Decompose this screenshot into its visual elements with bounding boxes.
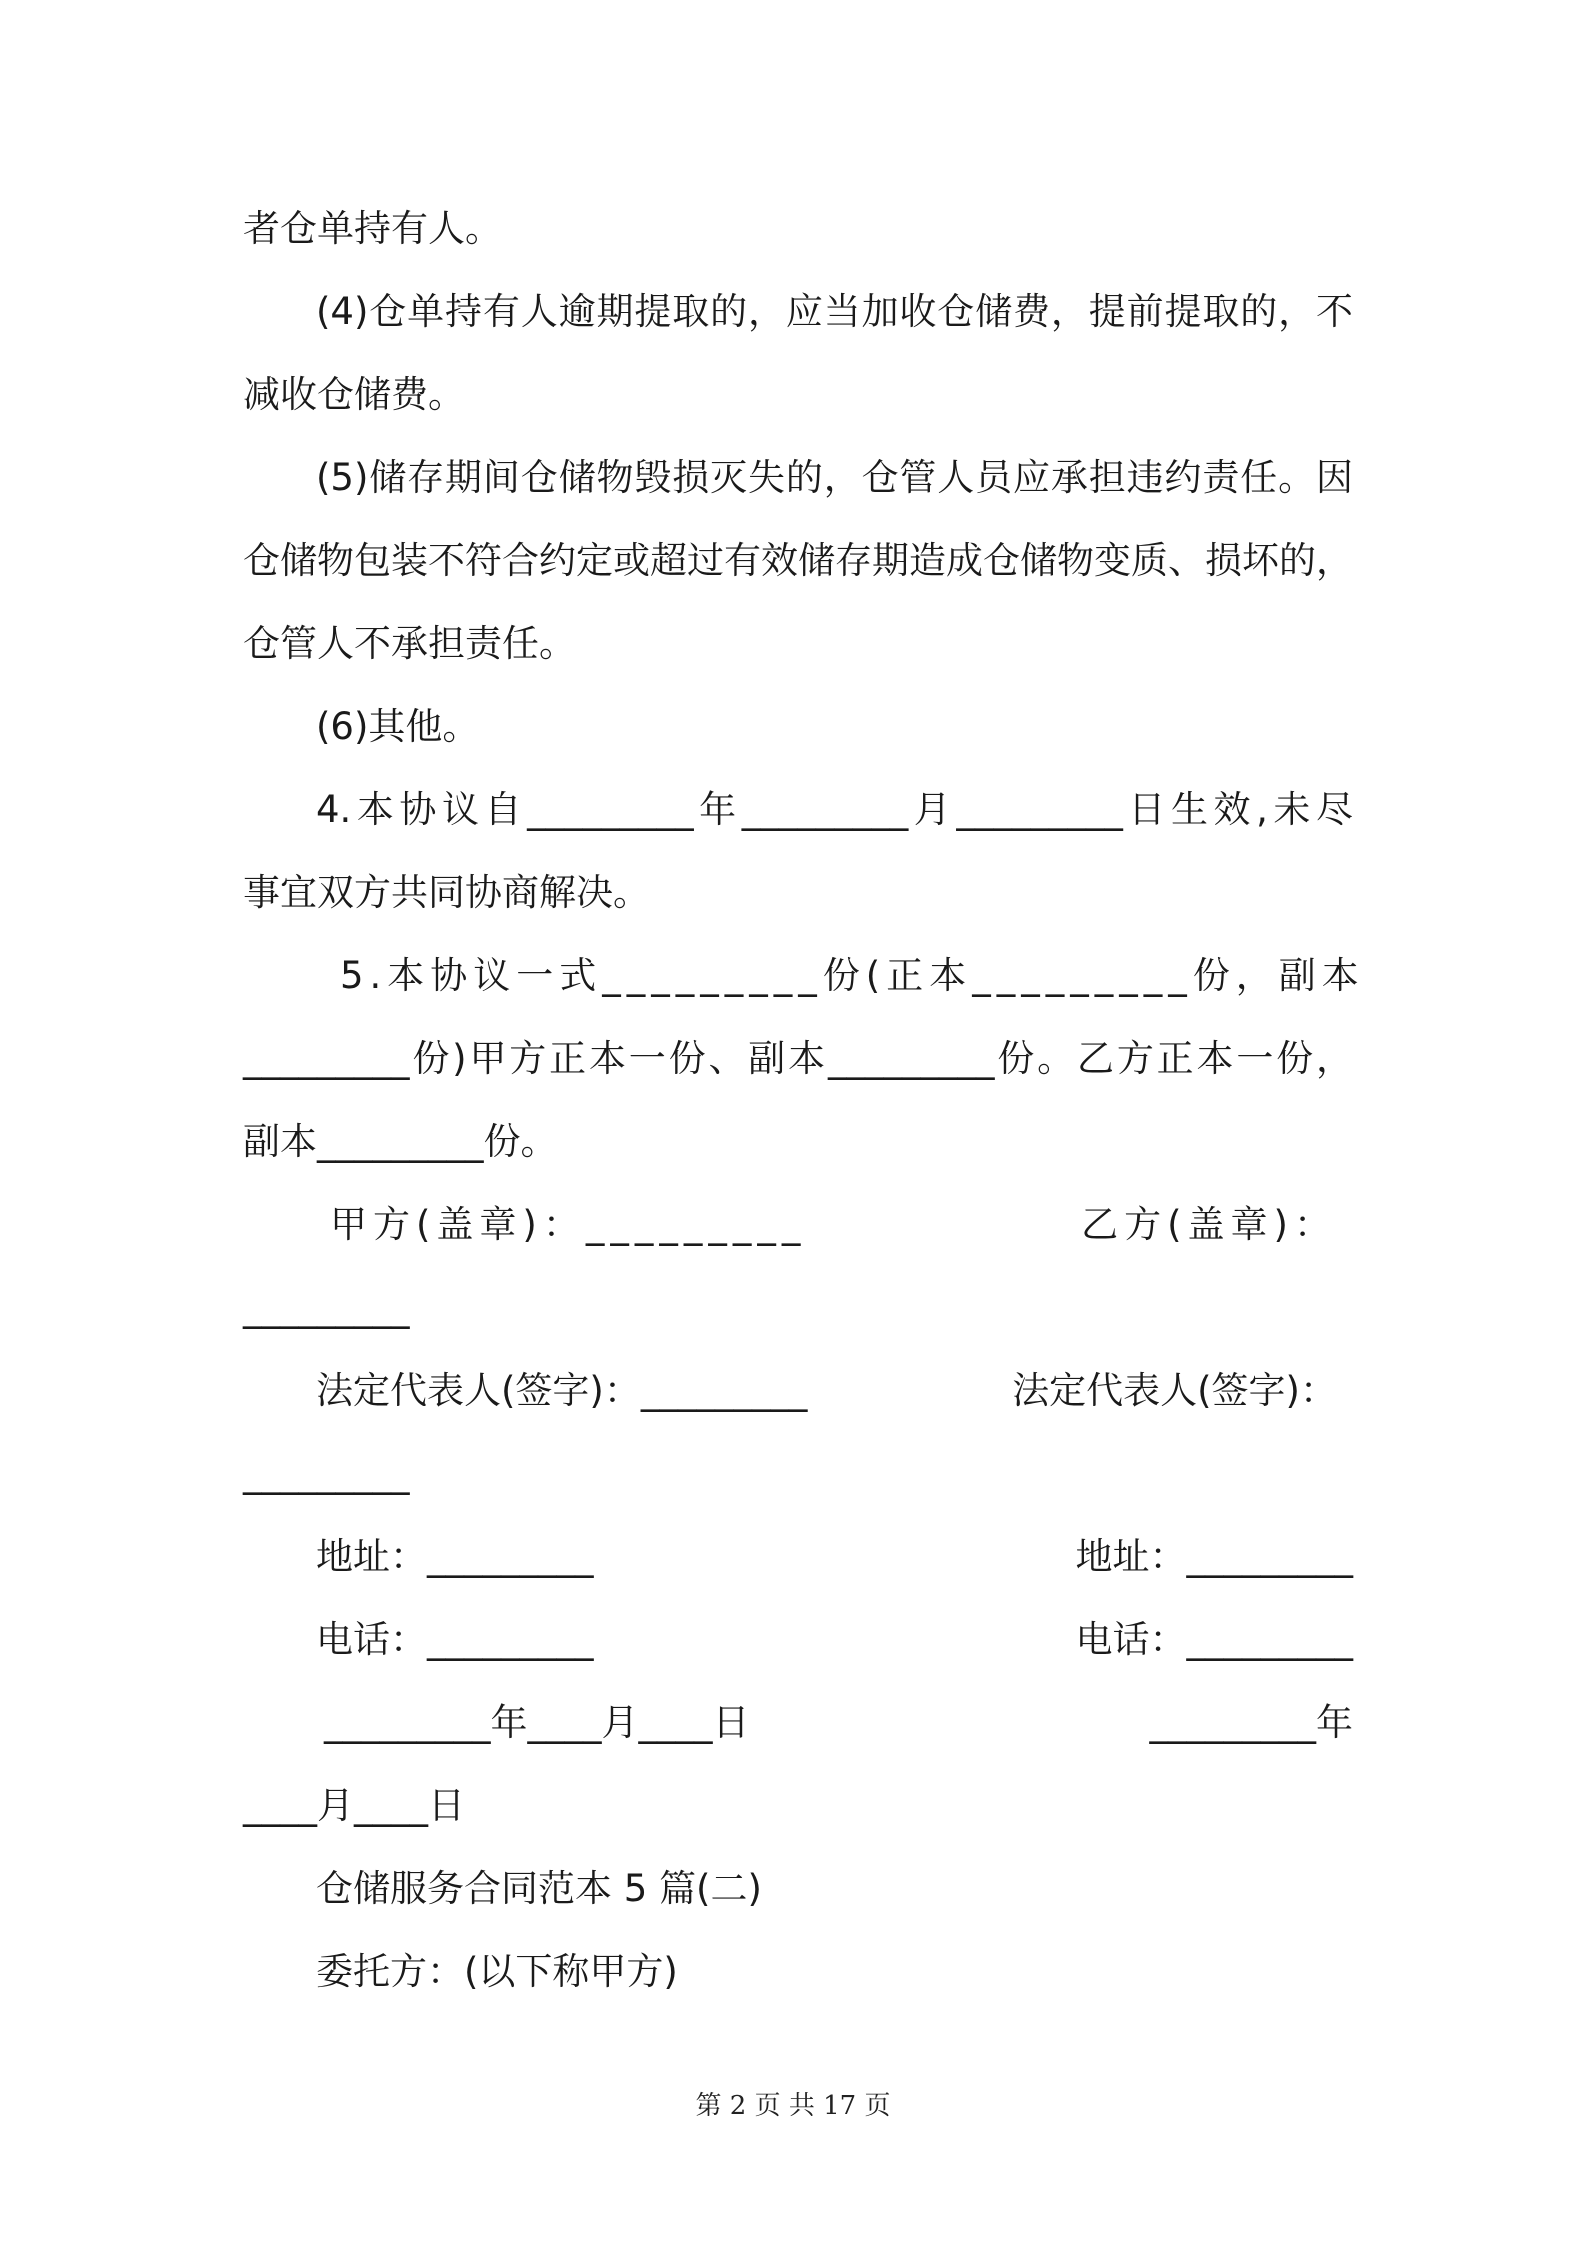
body-line: 者仓单持有人。 [243, 207, 502, 250]
body-line: 4.本协议自_________年_________月_________日生效,未尽 [316, 788, 1353, 831]
party-b-phone: 电话：_________ [1075, 1618, 1353, 1661]
party-b-address: 地址：_________ [1075, 1535, 1353, 1578]
blank-line: _________ [243, 1286, 410, 1329]
party-b-representative: 法定代表人(签字)： [1012, 1369, 1337, 1412]
body-line: 事宜双方共同协商解决。 [243, 871, 650, 914]
body-line: 5.本协议一式_________份(正本_________份，副本 [340, 954, 1365, 997]
body-line: 仓管人不承担责任。 [243, 622, 576, 665]
page-number: 第 2 页 共 17 页 [695, 2091, 891, 2121]
body-line: 委托方：(以下称甲方) [316, 1950, 678, 1993]
body-line: 副本_________份。 [243, 1120, 558, 1163]
body-line: (5)储存期间仓储物毁损灭失的，仓管人员应承担违约责任。因 [316, 456, 1353, 499]
body-line: (4)仓单持有人逾期提取的，应当加收仓储费，提前提取的，不 [316, 290, 1353, 333]
body-line: ____月____日 [243, 1784, 465, 1827]
party-b-seal: 乙方(盖章)： [1081, 1203, 1337, 1246]
party-a-address: 地址：_________ [316, 1535, 594, 1578]
party-a-representative: 法定代表人(签字)：_________ [316, 1369, 808, 1412]
party-a-phone: 电话：_________ [316, 1618, 594, 1661]
party-b-date: _________年 [1149, 1701, 1353, 1744]
section-heading: 仓储服务合同范本 5 篇(二) [316, 1867, 762, 1910]
party-a-seal: 甲方(盖章)：_________ [330, 1203, 807, 1246]
body-line: (6)其他。 [316, 705, 480, 748]
body-line: 仓储物包装不符合约定或超过有效储存期造成仓储物变质、损坏的， [243, 539, 1353, 582]
body-line: 减收仓储费。 [243, 373, 465, 416]
blank-line: _________ [243, 1452, 410, 1495]
party-a-date: _________年____月____日 [324, 1701, 750, 1744]
body-line: _________份)甲方正本一份、副本_________份。乙方正本一份， [243, 1037, 1353, 1080]
